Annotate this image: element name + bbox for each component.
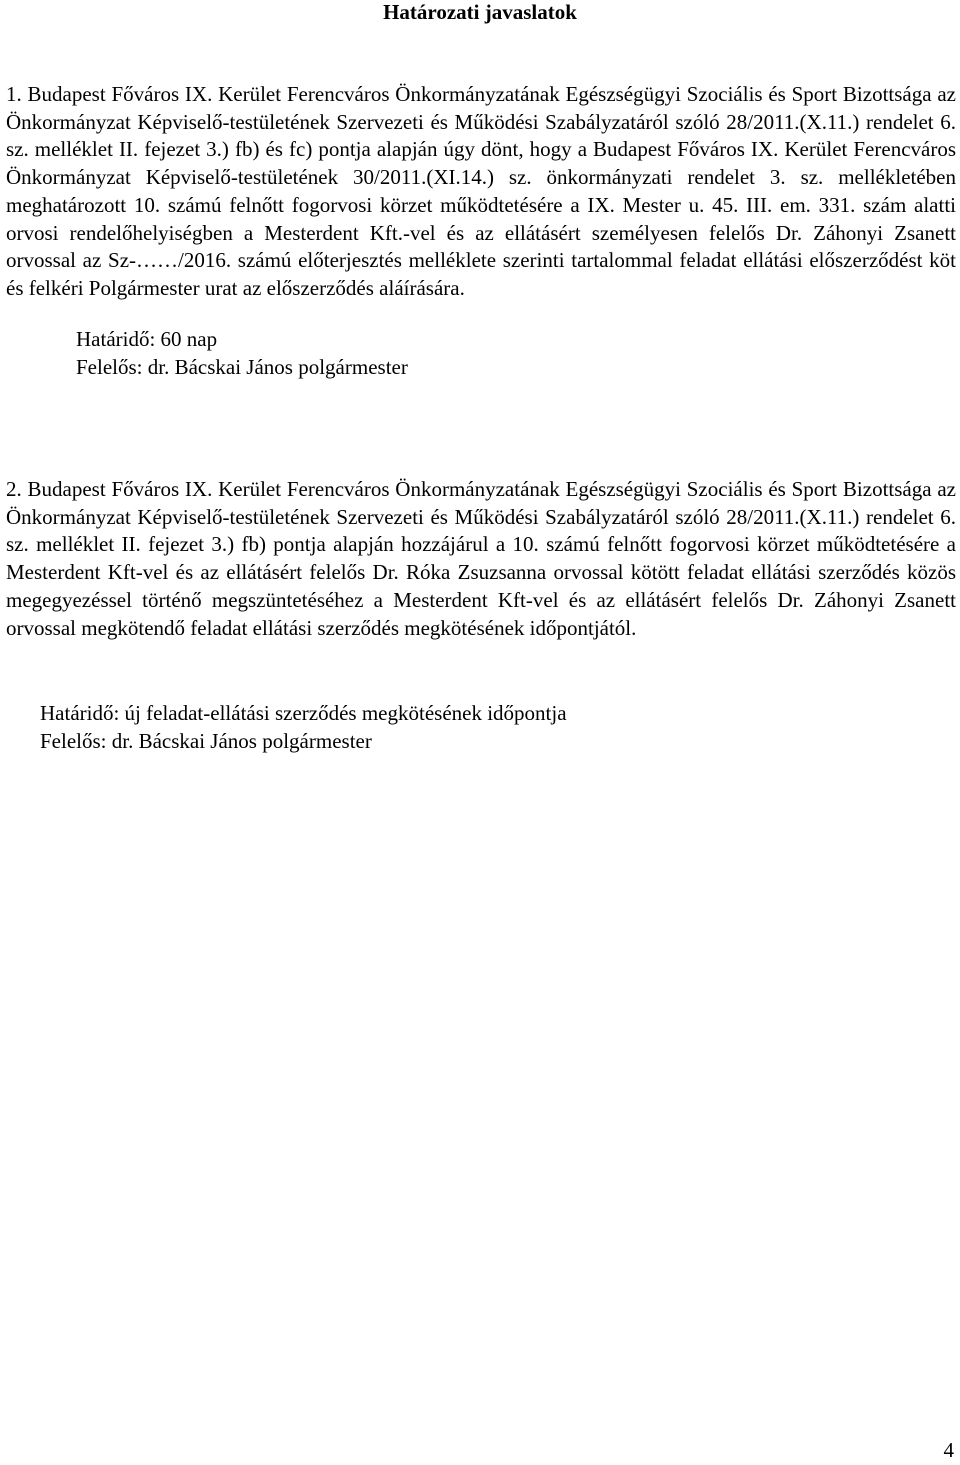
resolution-2-deadline: Határidő: új feladat-ellátási szerződés megkötésének időpontja — [40, 701, 567, 725]
resolution-1-deadline: Határidő: 60 nap — [76, 327, 218, 351]
resolution-2-responsible: Felelős: dr. Bácskai János polgármester — [40, 729, 372, 753]
page-title: Határozati javaslatok — [383, 0, 577, 24]
page-number: 4 — [943, 1438, 954, 1462]
resolution-1-text: 1. Budapest Főváros IX. Kerület Ferencváros Önkormányzatának Egészségügyi Szociális és Sport Bizottsága az Önkormányzat Képviselő-testületének Szervezeti és Működési Szabályzatáról szóló 28/2011.(X.11.) rendelet 6. sz. melléklet II. fejezet 3.) fb) és fc) pontja alapján úgy dönt, hogy a Budapest Főváros IX. Kerület Ferencváros Önkormányzat Képviselő-testületének 30/2011.(XI.14.) sz. önkormányzati rendelet 3. sz. mellékletében meghatározott 10. számú felnőtt fogorvosi körzet működtetésére a IX. Mester u. 45. III. em. 331. szám alatti orvosi rendelőhelyiségben a Mesterdent Kft.-vel és az ellátásért személyesen felelős Dr. Záhonyi Zsanett orvossal az Sz-……/2016. számú előterjesztés melléklete szerinti tartalommal feladat ellátási előszerződést köt és felkéri Polgármester urat az előszerződés aláírására. — [6, 82, 956, 300]
resolution-2-text: 2. Budapest Főváros IX. Kerület Ferencváros Önkormányzatának Egészségügyi Szociális és Sport Bizottsága az Önkormányzat Képviselő-testületének Szervezeti és Működési Szabályzatáról szóló 28/2011.(X.11.) rendelet 6. sz. melléklet II. fejezet 3.) fb) pontja alapján hozzájárul a 10. számú felnőtt fogorvosi körzet működtetésére a Mesterdent Kft-vel és az ellátásért felelős Dr. Róka Zsuzsanna orvossal kötött feladat ellátási szerződés közös megegyezéssel történő megszüntetéséhez a Mesterdent Kft-vel és az ellátásért felelős Dr. Záhonyi Zsanett orvossal megkötendő feladat ellátási szerződés megkötésének időpontjától. — [6, 477, 956, 640]
resolution-1-responsible: Felelős: dr. Bácskai János polgármester — [76, 355, 408, 379]
